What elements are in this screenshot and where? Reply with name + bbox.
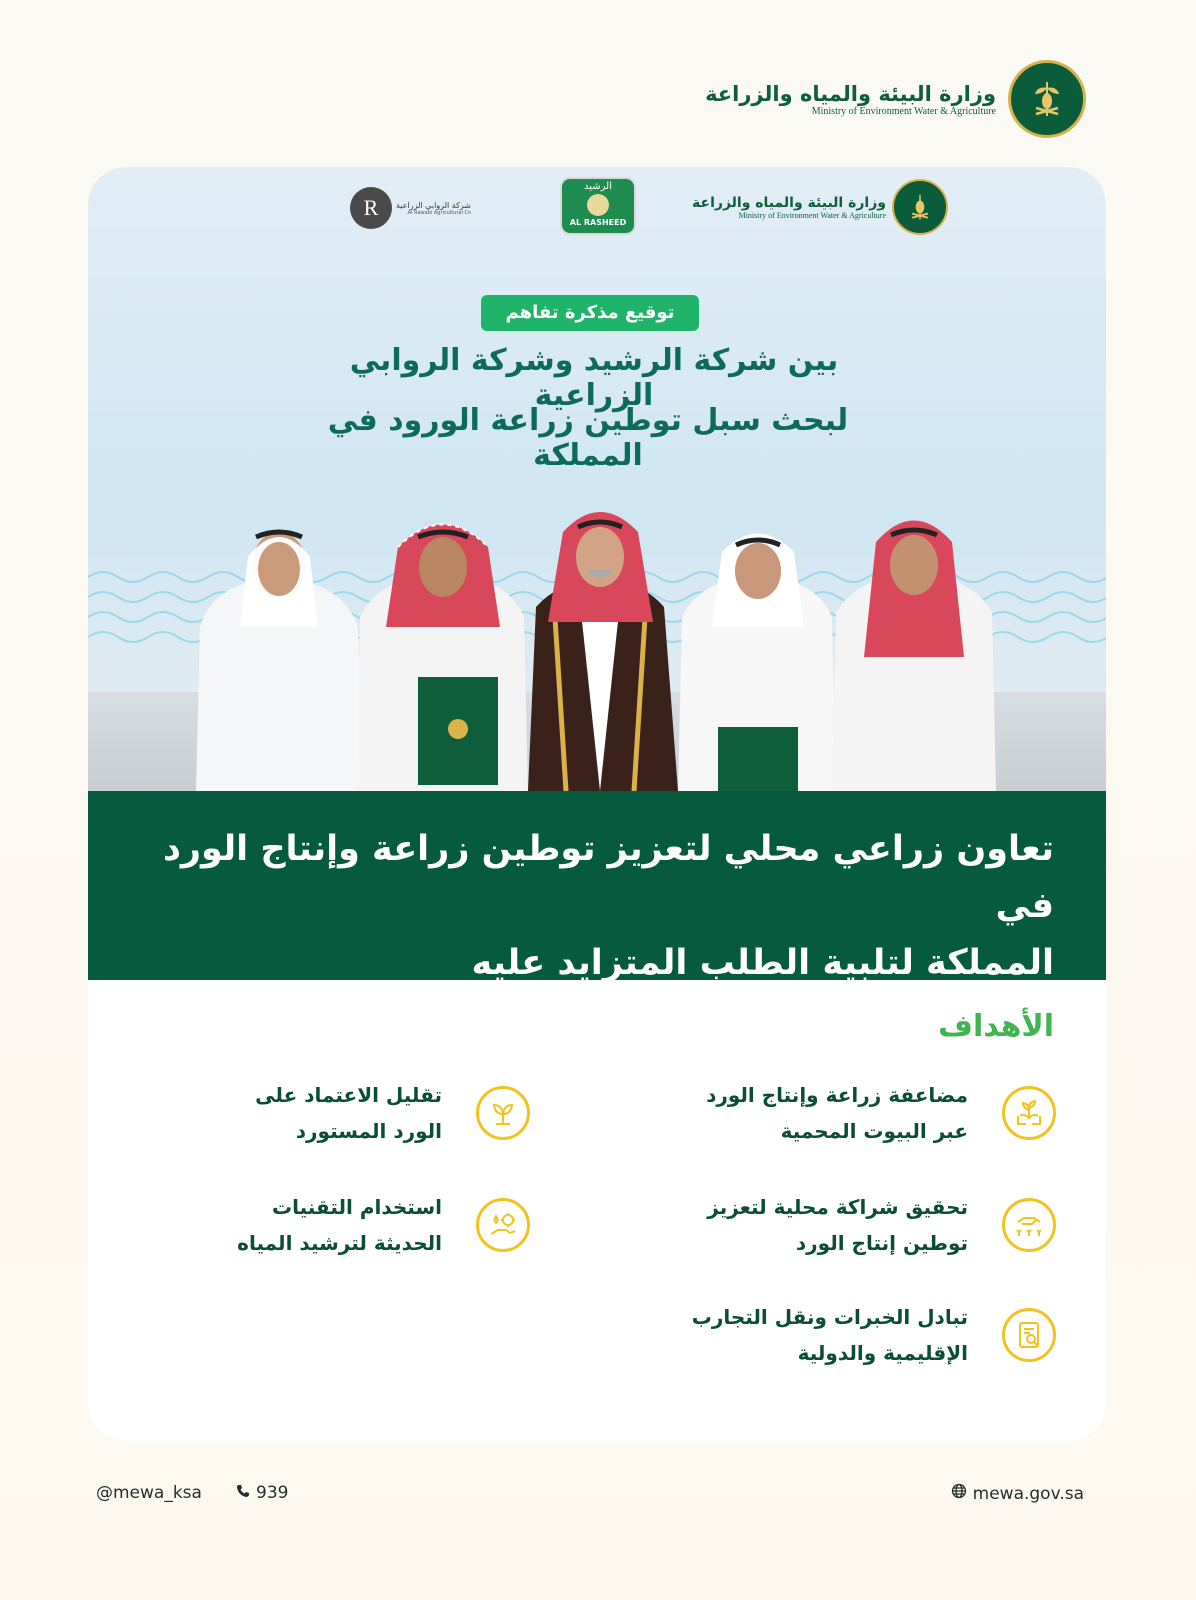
rawabi-logo-ar: شركة الروابي الزراعية	[396, 200, 471, 210]
ministry-emblem-icon	[1008, 60, 1086, 138]
sprout-icon	[476, 1086, 530, 1140]
phone-number[interactable]: 939	[256, 1483, 289, 1503]
photo-logo-mewa-ar: وزارة البيئة والمياه والزراعة	[692, 194, 886, 211]
goal-3-line1: تحقيق شراكة محلية لتعزيز	[707, 1195, 968, 1219]
goal-4-line1: استخدام التقنيات	[272, 1195, 442, 1219]
goal-item	[255, 1077, 530, 1149]
goal-1-line2: عبر البيوت المحمية	[780, 1119, 968, 1143]
photo-logo-mewa-en: Ministry of Environment Water & Agriculture	[738, 210, 886, 220]
website-link[interactable]: mewa.gov.sa	[972, 1483, 1084, 1504]
photo-heading-line2: لبحث سبل توطين زراعة الورود في المملكة	[327, 403, 849, 473]
headline-line2: المملكة لتلبية الطلب المتزايد عليه	[471, 943, 1054, 983]
globe-icon	[951, 1483, 967, 1504]
headline-text	[154, 821, 1054, 992]
footer-phone[interactable]	[236, 1483, 288, 1503]
goal-4-line2: الحديثة لترشيد المياه	[237, 1231, 442, 1255]
person-1	[196, 532, 362, 791]
ministry-name-ar: وزارة البيئة والمياه والزراعة	[705, 81, 996, 106]
person-4	[678, 534, 836, 792]
goal-2-line2: الورد المستورد	[295, 1119, 442, 1143]
person-3	[528, 512, 678, 791]
goal-2-line1: تقليل الاعتماد على	[255, 1083, 442, 1107]
ministry-name-en: Ministry of Environment Water & Agriculture	[811, 105, 996, 117]
rawabi-logo-mark: R	[350, 187, 392, 229]
goal-item	[707, 1189, 1056, 1261]
goal-item	[237, 1189, 530, 1261]
agreement-folder-2	[718, 727, 798, 791]
rawabi-logo-en: Al Rawabi Agricultural Co.	[406, 209, 471, 216]
photo-heading-line1: بين شركة الرشيد وشركة الروابي الزراعية	[349, 343, 839, 413]
photo-logo-rasheed	[560, 177, 636, 235]
hands-plant-icon	[1002, 1086, 1056, 1140]
photo-logo-mewa	[692, 179, 948, 235]
footer-twitter[interactable]	[96, 1483, 202, 1503]
goal-5-line1: تبادل الخبرات ونقل التجارب	[691, 1305, 968, 1329]
headline-line1: تعاون زراعي محلي لتعزيز توطين زراعة وإنتاج الورد في	[162, 829, 1054, 926]
person-5	[832, 521, 996, 792]
rasheed-logo-en: AL RASHEED	[569, 218, 627, 227]
content-card	[88, 167, 1106, 1441]
rasheed-logo-ar: الرشيد	[584, 181, 612, 192]
ministry-titles	[705, 82, 996, 117]
goals-title: الأهداف	[938, 1009, 1054, 1044]
person-2	[356, 525, 528, 792]
handshake-plants-icon	[1002, 1198, 1056, 1252]
water-hand-icon	[476, 1198, 530, 1252]
goal-5-line2: الإقليمية والدولية	[797, 1341, 968, 1365]
goal-3-line2: توطين إنتاج الورد	[795, 1231, 968, 1255]
footer-website[interactable]	[951, 1483, 1084, 1504]
signing-photo	[88, 167, 1106, 791]
mou-badge: توقيع مذكرة تفاهم	[481, 295, 699, 331]
goal-1-line1: مضاعفة زراعة وإنتاج الورد	[706, 1083, 968, 1107]
rasheed-emblem-icon	[587, 194, 609, 216]
people-group-photo	[88, 507, 1106, 791]
twitter-handle[interactable]: @mewa_ksa	[96, 1483, 202, 1503]
phone-icon	[236, 1483, 250, 1503]
goal-item	[692, 1299, 1056, 1371]
goal-item	[706, 1077, 1056, 1149]
photo-logo-rawabi	[350, 187, 471, 229]
headline-band	[88, 791, 1106, 983]
photo-emblem-icon	[892, 179, 948, 235]
ministry-header	[705, 60, 1086, 138]
document-search-icon	[1002, 1308, 1056, 1362]
